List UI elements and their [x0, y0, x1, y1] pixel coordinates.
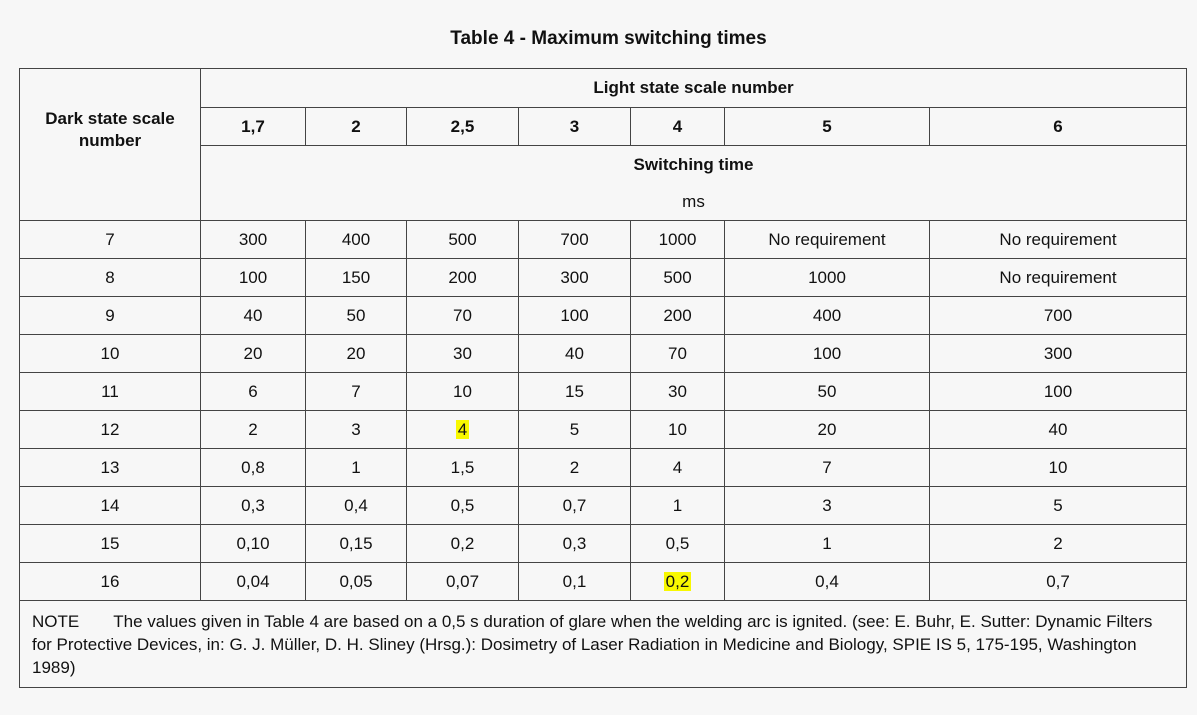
- table-cell: 100: [201, 259, 306, 297]
- table-cell: No requirement: [725, 221, 930, 259]
- table-cell: 0,1: [519, 563, 631, 601]
- table-cell: 2: [201, 411, 306, 449]
- table-cell: 2: [519, 449, 631, 487]
- table-cell: 0,3: [201, 487, 306, 525]
- table-row: [20, 449, 1187, 487]
- table-cell: 0,07: [407, 563, 519, 601]
- dark-state-value: 7: [20, 221, 201, 259]
- dark-state-value: 8: [20, 259, 201, 297]
- switching-time-header: Switching time: [201, 146, 1187, 184]
- dark-state-value: 10: [20, 335, 201, 373]
- table-cell: 150: [306, 259, 407, 297]
- table-cell: No requirement: [930, 259, 1187, 297]
- table-cell: 7: [725, 449, 930, 487]
- table-cell: 20: [201, 335, 306, 373]
- table-row: [20, 221, 1187, 259]
- dark-state-value: 9: [20, 297, 201, 335]
- table-row: [20, 525, 1187, 563]
- table-cell: 20: [306, 335, 407, 373]
- table-cell: 40: [201, 297, 306, 335]
- header-row-light-state: [20, 69, 1187, 108]
- table-body: [20, 69, 1187, 688]
- table-cell: 300: [519, 259, 631, 297]
- table-cell: 2: [930, 525, 1187, 563]
- table-row: [20, 563, 1187, 601]
- dark-state-value: 13: [20, 449, 201, 487]
- table-cell: 400: [725, 297, 930, 335]
- table-cell: 5: [519, 411, 631, 449]
- table-cell: 0,15: [306, 525, 407, 563]
- note-text: The values given in Table 4 are based on a 0,5 s duration of glare when the welding arc is ignited. (see: E. Buhr, E. Sutter: Dynamic Filters for Protective Devices, in: G. J. Müller, D. H. Sliney (Hrsg.): Dosimetry of Laser Radiation in Medicine and Biology, SPIE IS 5, 175-195, Washington 1989): [32, 611, 1153, 677]
- table-cell: 300: [201, 221, 306, 259]
- table-cell: 0,2: [407, 525, 519, 563]
- highlighted-value: 0,2: [665, 571, 690, 591]
- table-cell: 0,10: [201, 525, 306, 563]
- table-cell: 1: [631, 487, 725, 525]
- switching-times-table: [19, 68, 1187, 688]
- table-cell: 200: [407, 259, 519, 297]
- table-cell: 10: [407, 373, 519, 411]
- table-cell: 4: [631, 449, 725, 487]
- light-column-header: 2,5: [407, 108, 519, 146]
- table-cell: 0,7: [519, 487, 631, 525]
- table-cell: 15: [519, 373, 631, 411]
- dark-state-value: 15: [20, 525, 201, 563]
- table-cell: 0,8: [201, 449, 306, 487]
- unit-label: ms: [201, 183, 1187, 221]
- table-cell: 40: [930, 411, 1187, 449]
- table-cell: 0,4: [306, 487, 407, 525]
- light-column-header: 6: [930, 108, 1187, 146]
- table-cell: 5: [930, 487, 1187, 525]
- table-cell: 10: [631, 411, 725, 449]
- table-row: [20, 259, 1187, 297]
- table-cell: 1: [725, 525, 930, 563]
- table-cell: 7: [306, 373, 407, 411]
- table-note: [20, 601, 1187, 688]
- dark-state-value: 12: [20, 411, 201, 449]
- table-cell: 20: [725, 411, 930, 449]
- table-title: Table 4 - Maximum switching times: [450, 28, 767, 49]
- note-row: [20, 601, 1187, 688]
- table-cell: 0,4: [725, 563, 930, 601]
- light-column-header: 4: [631, 108, 725, 146]
- table-cell: 0,5: [631, 525, 725, 563]
- table-cell: 30: [407, 335, 519, 373]
- table-cell: 50: [306, 297, 407, 335]
- table-row: [20, 487, 1187, 525]
- dark-state-value: 16: [20, 563, 201, 601]
- dark-state-value: 11: [20, 373, 201, 411]
- table-cell: [407, 411, 519, 449]
- light-column-header: 3: [519, 108, 631, 146]
- note-label: NOTE: [32, 611, 80, 631]
- table-cell: No requirement: [930, 221, 1187, 259]
- table-cell: 10: [930, 449, 1187, 487]
- light-column-header: 5: [725, 108, 930, 146]
- table-cell: 0,04: [201, 563, 306, 601]
- table-cell: 500: [407, 221, 519, 259]
- table-cell: 700: [519, 221, 631, 259]
- table-row: [20, 411, 1187, 449]
- table-cell: 700: [930, 297, 1187, 335]
- table-cell: 1,5: [407, 449, 519, 487]
- light-column-header: 2: [306, 108, 407, 146]
- table-cell: 70: [407, 297, 519, 335]
- table-cell: 1000: [631, 221, 725, 259]
- table-cell: 0,3: [519, 525, 631, 563]
- table-cell: 6: [201, 373, 306, 411]
- table-cell: 1000: [725, 259, 930, 297]
- table-cell: 0,5: [407, 487, 519, 525]
- table-cell: 30: [631, 373, 725, 411]
- table-cell: 300: [930, 335, 1187, 373]
- table-cell: 0,7: [930, 563, 1187, 601]
- table-cell: 100: [930, 373, 1187, 411]
- table-cell: 100: [725, 335, 930, 373]
- table-cell: [631, 563, 725, 601]
- table-cell: 3: [725, 487, 930, 525]
- table-cell: 200: [631, 297, 725, 335]
- light-column-header: 1,7: [201, 108, 306, 146]
- table-row: [20, 335, 1187, 373]
- table-cell: 500: [631, 259, 725, 297]
- table-cell: 50: [725, 373, 930, 411]
- table-row: [20, 297, 1187, 335]
- table-cell: 1: [306, 449, 407, 487]
- table-row: [20, 373, 1187, 411]
- light-state-header: Light state scale number: [201, 69, 1187, 108]
- highlighted-value: 4: [457, 419, 468, 439]
- table-cell: 40: [519, 335, 631, 373]
- table-cell: 400: [306, 221, 407, 259]
- table-cell: 3: [306, 411, 407, 449]
- table-cell: 100: [519, 297, 631, 335]
- dark-state-header: Dark state scale number: [20, 69, 201, 221]
- table-cell: 70: [631, 335, 725, 373]
- table-cell: 0,05: [306, 563, 407, 601]
- dark-state-value: 14: [20, 487, 201, 525]
